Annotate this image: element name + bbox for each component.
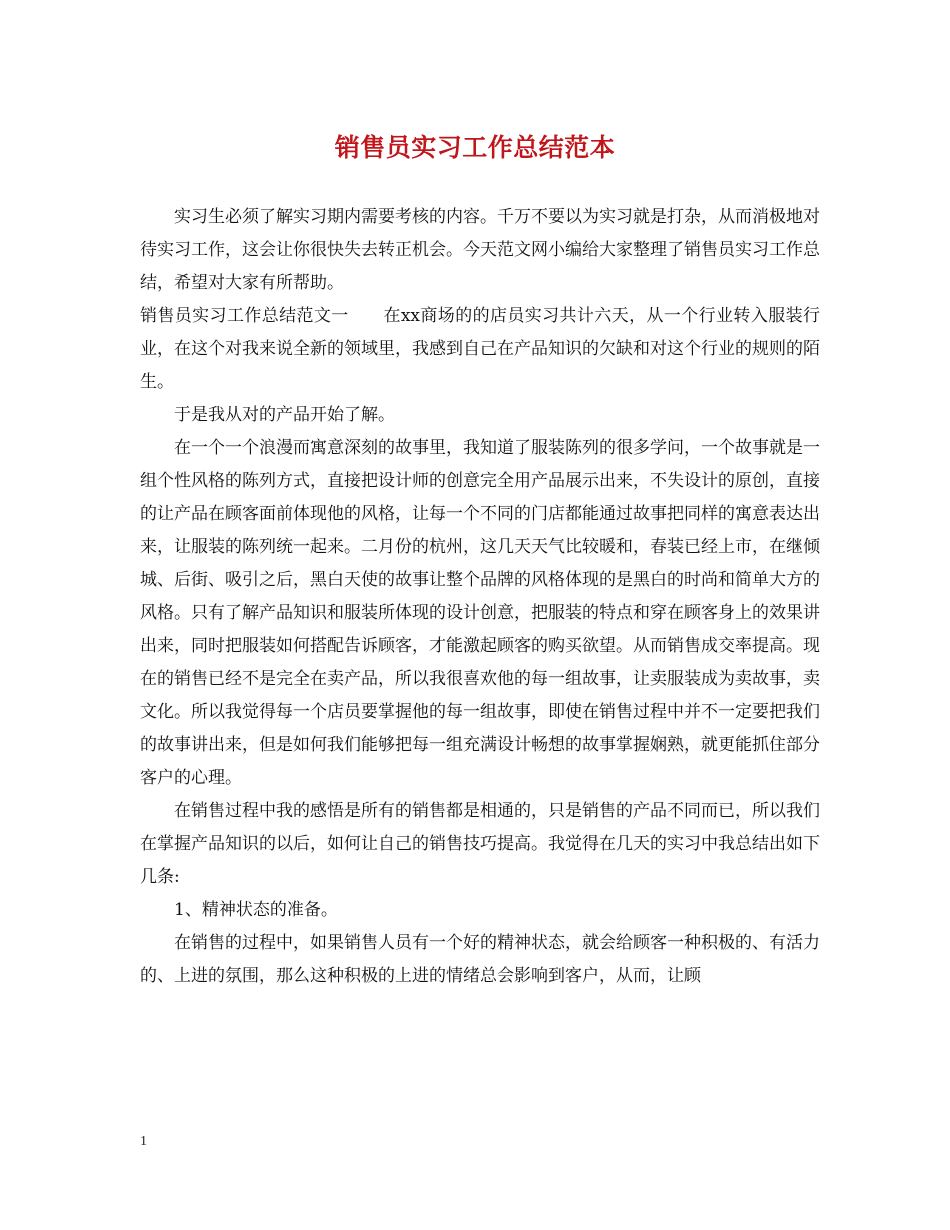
- paragraph: 在销售过程中我的感悟是所有的销售都是相通的，只是销售的产品不同而已，所以我们在掌握产品知识的以后，如何让自己的销售技巧提高。我觉得在几天的实习中我总结出如下几条:: [140, 801, 820, 887]
- paragraph: 实习生必须了解实习期内需要考核的内容。千万不要以为实习就是打杂，从而消极地对待实习工作，这会让你很快失去转正机会。今天范文网小编给大家整理了销售员实习工作总结，希望对大家有所帮助。: [140, 207, 820, 293]
- page-number: 1: [140, 1134, 147, 1149]
- document-body: [140, 201, 820, 993]
- paragraph: 在一个一个浪漫而寓意深刻的故事里，我知道了服装陈列的很多学问，一个故事就是一组个性风格的陈列方式，直接把设计师的创意完全用产品展示出来，不失设计的原创，直接的让产品在顾客面前体现他的风格，让每一个不同的门店都能通过故事把同样的寓意表达出来，让服装的陈列统一起来。二月份的杭州，这几天天气比较暖和，春装已经上市，在继倾城、后街、吸引之后，黑白天使的故事让整个品牌的风格体现的是黑白的时尚和简单大方的风格。只有了解产品知识和服装所体现的设计创意，把服装的特点和穿在顾客身上的效果讲出来，同时把服装如何搭配告诉顾客，才能激起顾客的购买欲望。从而销售成交率提高。现在的销售已经不是完全在卖产品，所以我很喜欢他的每一组故事，让卖服装成为卖故事，卖文化。所以我觉得每一个店员要掌握他的每一组故事，即使在销售过程中并不一定要把我们的故事讲出来，但是如何我们能够把每一组充满设计畅想的故事掌握娴熟，就更能抓住部分客户的心理。: [140, 438, 820, 788]
- paragraph: 在销售的过程中，如果销售人员有一个好的精神状态，就会给顾客一种积极的、有活力的、上进的氛围，那么这种积极的上进的情绪总会影响到客户，从而，让顾: [140, 933, 820, 986]
- paragraph: 于是我从对的产品开始了解。: [174, 405, 395, 425]
- paragraph: 1、精神状态的准备。: [174, 900, 338, 920]
- paragraph: 销售员实习工作总结范文一 在xx商场的的店员实习共计六天，从一个行业转入服装行业，在这个对我来说全新的领域里，我感到自己在产品知识的欠缺和对这个行业的规则的陌生。: [140, 306, 820, 392]
- document-title: 销售员实习工作总结范本: [334, 133, 616, 162]
